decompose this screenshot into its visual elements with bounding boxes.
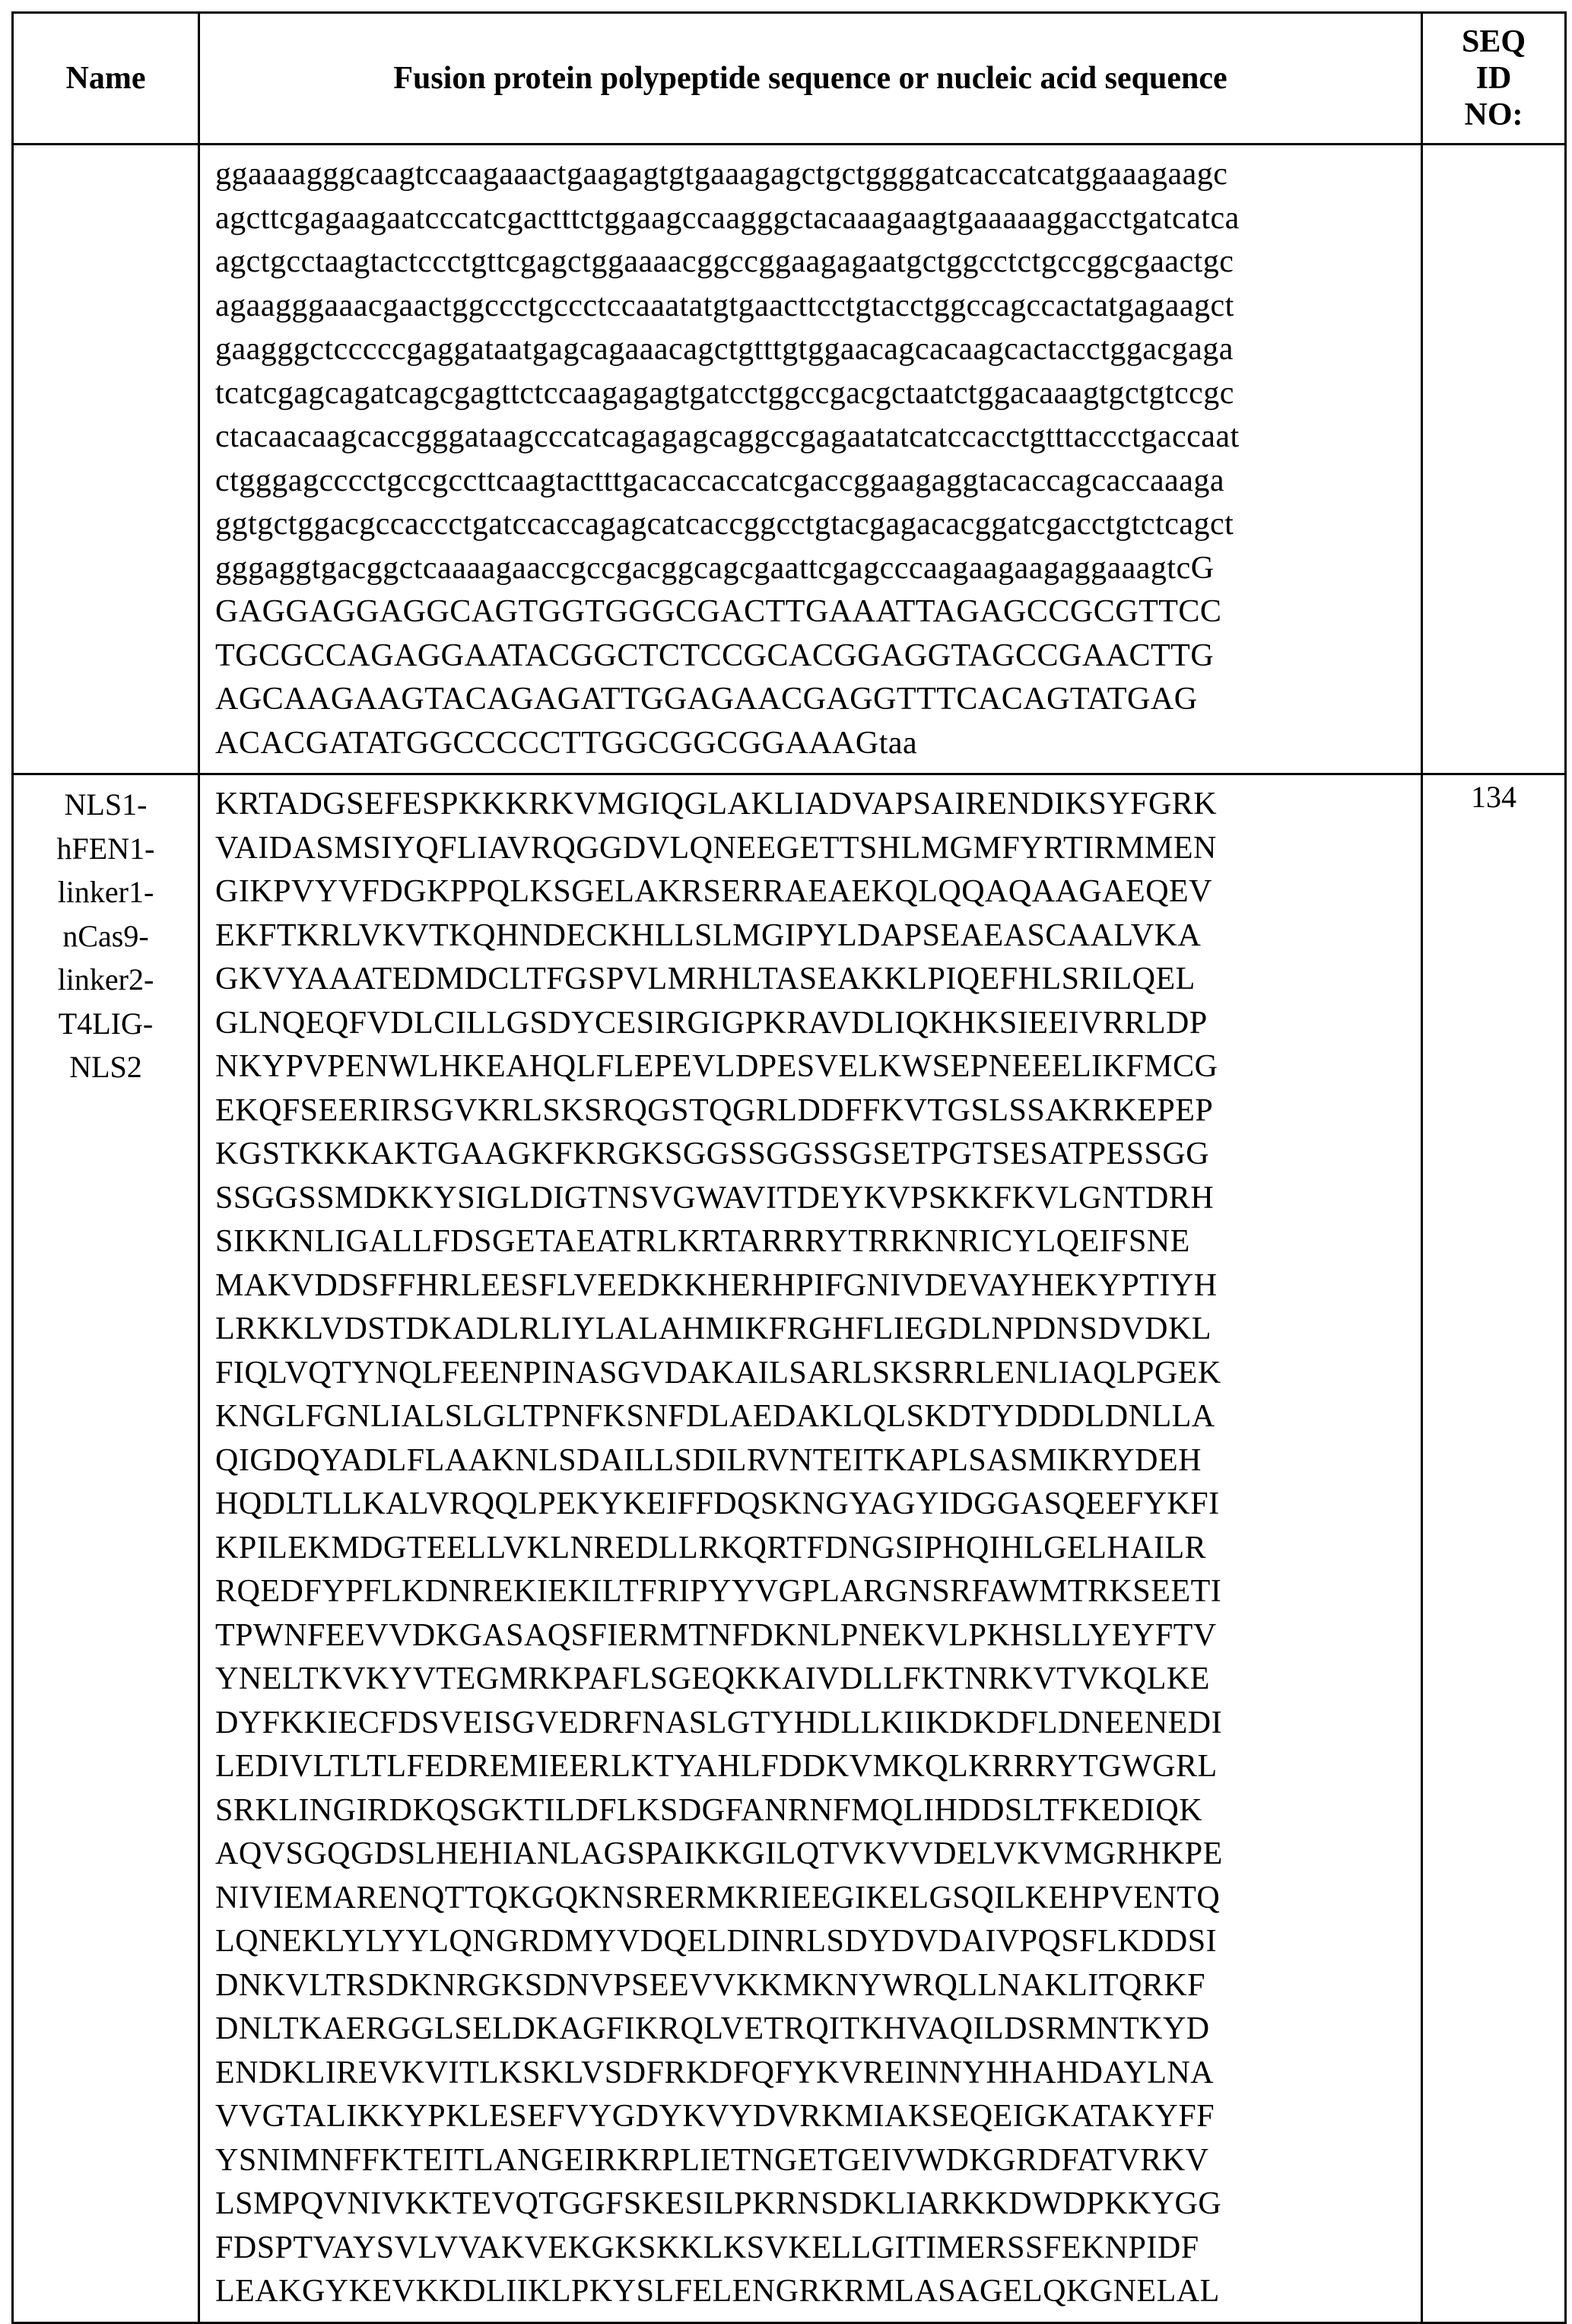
sequence-line: DNKVLTRSDKNRGKSDNVPSEEVVKKMKNYWRQLLNAKLITQRKF xyxy=(215,1964,1421,2008)
sequence-cell xyxy=(199,774,1422,2323)
sequence-line: ACACGATATGGCCCCCTTGGCGGCGGAAAGtaa xyxy=(215,722,1421,766)
sequence-line: KRTADGSEFESPKKKRKVMGIQGLAKLIADVAPSAIRENDIKSYFGRK xyxy=(215,783,1421,827)
sequence-line: agcttcgagaagaatcccatcgactttctggaagccaagggctacaaagaagtgaaaaaggacctgatcatca xyxy=(215,197,1421,241)
header-seq-id-line: SEQ xyxy=(1423,24,1564,60)
sequence-line: NKYPVPENWLHKEAHQLFLEPEVLDPESVELKWSEPNEEELIKFMCG xyxy=(215,1045,1421,1089)
sequence-line: GLNQEQFVDLCILLGSDYCESIRGIGPKRAVDLIQKHKSIEEIVRRLDP xyxy=(215,1002,1421,1046)
sequence-line: SRKLINGIRDKQSGKTILDFLKSDGFANRNFMQLIHDDSLTFKEDIQK xyxy=(215,1789,1421,1833)
sequence-line: LSMPQVNIVKKTEVQTGGFSKESILPKRNSDKLIARKKDWDPKKYGG xyxy=(215,2183,1421,2227)
construct-name-line: NLS2 xyxy=(14,1045,198,1089)
sequence-line: TPWNFEEVVDKGASAQSFIERMTNFDKNLPNEKVLPKHSLLYEYFTV xyxy=(215,1614,1421,1658)
sequence-line: KNGLFGNLIALSLGLTPNFKSNFDLAEDAKLQLSKDTYDDDLDNLLA xyxy=(215,1395,1421,1439)
sequence-line: AQVSGQGDSLHEHIANLAGSPAIKKGILQTVKVVDELVKVMGRHKPE xyxy=(215,1833,1421,1877)
sequence-line: SSGGSSMDKKYSIGLDIGTNSVGWAVITDEYKVPSKKFKVLGNTDRH xyxy=(215,1177,1421,1221)
sequence-line: QIGDQYADLFLAAKNLSDAILLSDILRVNTEITKAPLSASMIKRYDEH xyxy=(215,1439,1421,1483)
sequence-line: HQDLTLLKALVRQQLPEKYKEIFFDQSKNGYAGYIDGGASQEEFYKFI xyxy=(215,1483,1421,1527)
sequence-line: GIKPVYVFDGKPPQLKSGELAKRSERRAEAEKQLQQAQAAGAEQEV xyxy=(215,870,1421,914)
name-cell xyxy=(13,774,199,2323)
construct-name-line: T4LIG- xyxy=(14,1002,198,1046)
sequence-line: EKQFSEERIRSGVKRLSKSRQGSTQGRLDDFFKVTGSLSSAKRKEPEP xyxy=(215,1089,1421,1133)
sequence-line: ggtgctggacgccaccctgatccaccagagcatcaccggcctgtacgagacacggatcgacctgtctcagct xyxy=(215,503,1421,547)
sequence-line: RQEDFYPFLKDNREKIEKILTFRIPYYVGPLARGNSRFAWMTRKSEETI xyxy=(215,1570,1421,1614)
sequence-line: LQNEKLYLYYLQNGRDMYVDQELDINRLSDYDVDAIVPQSFLKDDSI xyxy=(215,1920,1421,1964)
sequence-line: NIVIEMARENQTTQKGQKNSRERMKRIEEGIKELGSQILKEHPVENTQ xyxy=(215,1877,1421,1921)
sequence-line: ENDKLIREVKVITLKSKLVSDFRKDFQFYKVREINNYHHAHDAYLNA xyxy=(215,2052,1421,2096)
sequence-line: DNLTKAERGGLSELDKAGFIKRQLVETRQITKHVAQILDSRMNTKYD xyxy=(215,2008,1421,2052)
sequence-line: TGCGCCAGAGGAATACGGCTCTCCGCACGGAGGTAGCCGAACTTG xyxy=(215,634,1421,679)
header-name: Name xyxy=(13,13,199,145)
sequence-line: LEAKGYKEVKKDLIIKLPKYSLFELENGRKRMLASAGELQKGNELAL xyxy=(215,2270,1421,2314)
table-row xyxy=(13,145,1566,774)
sequence-line: ctacaacaagcaccgggataagcccatcagagagcaggccgagaatatcatccacctgtttaccctgaccaat xyxy=(215,415,1421,459)
sequence-line: FDSPTVAYSVLVVAKVEKGKSKKLKSVKELLGITIMERSSFEKNPIDF xyxy=(215,2227,1421,2271)
name-cell xyxy=(13,145,199,774)
seq-id-cell xyxy=(1422,145,1566,774)
sequence-line: YSNIMNFFKTEITLANGEIRKRPLIETNGETGEIVWDKGRDFATVRKV xyxy=(215,2139,1421,2183)
sequence-line: KPILEKMDGTEELLVKLNREDLLRKQRTFDNGSIPHQIHLGELHAILR xyxy=(215,1527,1421,1571)
header-seq-id-line: ID xyxy=(1423,60,1564,97)
sequence-line: tcatcgagcagatcagcgagttctccaagagagtgatcctggccgacgctaatctggacaaagtgctgtccgc xyxy=(215,372,1421,416)
seq-id-cell: 134 xyxy=(1422,774,1566,2323)
table-header-row xyxy=(13,13,1566,145)
sequence-line: AGCAAGAAGTACAGAGATTGGAGAACGAGGTTTCACAGTATGAG xyxy=(215,678,1421,722)
sequence-line: GKVYAAATEDMDCLTFGSPVLMRHLTASEAKKLPIQEFHLSRILQEL xyxy=(215,958,1421,1002)
sequence-line: VVGTALIKKYPKLESEFVYGDYKVYDVRKMIAKSEQEIGKATAKYFF xyxy=(215,2095,1421,2139)
sequence-line: ctgggagcccctgccgccttcaagtactttgacaccaccatcgaccggaagaggtacaccagcaccaaaga xyxy=(215,459,1421,504)
header-sequence: Fusion protein polypeptide sequence or nucleic acid sequence xyxy=(199,13,1422,145)
sequence-line: YNELTKVKYVTEGMRKPAFLSGEQKKAIVDLLFKTNRKVTVKQLKE xyxy=(215,1658,1421,1702)
sequence-line: ggaaaagggcaagtccaagaaactgaagagtgtgaaagagctgctggggatcaccatcatggaaagaagc xyxy=(215,153,1421,197)
sequence-table xyxy=(11,11,1567,2324)
header-seq-id xyxy=(1422,13,1566,145)
sequence-line: MAKVDDSFFHRLEESFLVEEDKKHERHPIFGNIVDEVAYHEKYPTIYH xyxy=(215,1264,1421,1308)
construct-name-line: linker1- xyxy=(14,870,198,914)
construct-name-line: NLS1- xyxy=(14,783,198,827)
sequence-line: gggaggtgacggctcaaaagaaccgccgacggcagcgaattcgagcccaagaagaagaggaaagtcG xyxy=(215,547,1421,591)
sequence-line: DYFKKIECFDSVEISGVEDRFNASLGTYHDLLKIIKDKDFLDNEENEDI xyxy=(215,1702,1421,1746)
table-row xyxy=(13,774,1566,2323)
sequence-line: gaagggctcccccgaggataatgagcagaaacagctgtttgtggaacagcacaagcactacctggacgaga xyxy=(215,328,1421,372)
sequence-cell xyxy=(199,145,1422,774)
sequence-line: agaagggaaacgaactggccctgccctccaaatatgtgaacttcctgtacctggccagccactatgagaagct xyxy=(215,285,1421,329)
sequence-line: SIKKNLIGALLFDSGETAEATRLKRTARRRYTRRKNRICYLQEIFSNE xyxy=(215,1220,1421,1264)
sequence-line: agctgcctaagtactccctgttcgagctggaaaacggccggaagagaatgctggcctctgccggcgaactgc xyxy=(215,240,1421,285)
sequence-line: GAGGAGGAGGCAGTGGTGGGCGACTTGAAATTAGAGCCGCGTTCC xyxy=(215,590,1421,634)
sequence-line: LEDIVLTLTLFEDREMIEERLKTYAHLFDDKVMKQLKRRRYTGWGRL xyxy=(215,1745,1421,1789)
sequence-line: KGSTKKKAKTGAAGKFKRGKSGGSSGGSSGSETPGTSESATPESSGG xyxy=(215,1133,1421,1177)
sequence-line: EKFTKRLVKVTKQHNDECKHLLSLMGIPYLDAPSEAEASCAALVKA xyxy=(215,914,1421,959)
construct-name-line: linker2- xyxy=(14,958,198,1002)
construct-name-line: hFEN1- xyxy=(14,827,198,871)
sequence-line: LRKKLVDSTDKADLRLIYLALAHMIKFRGHFLIEGDLNPDNSDVDKL xyxy=(215,1308,1421,1352)
construct-name-line: nCas9- xyxy=(14,914,198,959)
header-seq-id-line: NO: xyxy=(1423,97,1564,133)
sequence-line: FIQLVQTYNQLFEENPINASGVDAKAILSARLSKSRRLENLIAQLPGEK xyxy=(215,1352,1421,1396)
sequence-line: VAIDASMSIYQFLIAVRQGGDVLQNEEGETTSHLMGMFYRTIRMMEN xyxy=(215,827,1421,871)
